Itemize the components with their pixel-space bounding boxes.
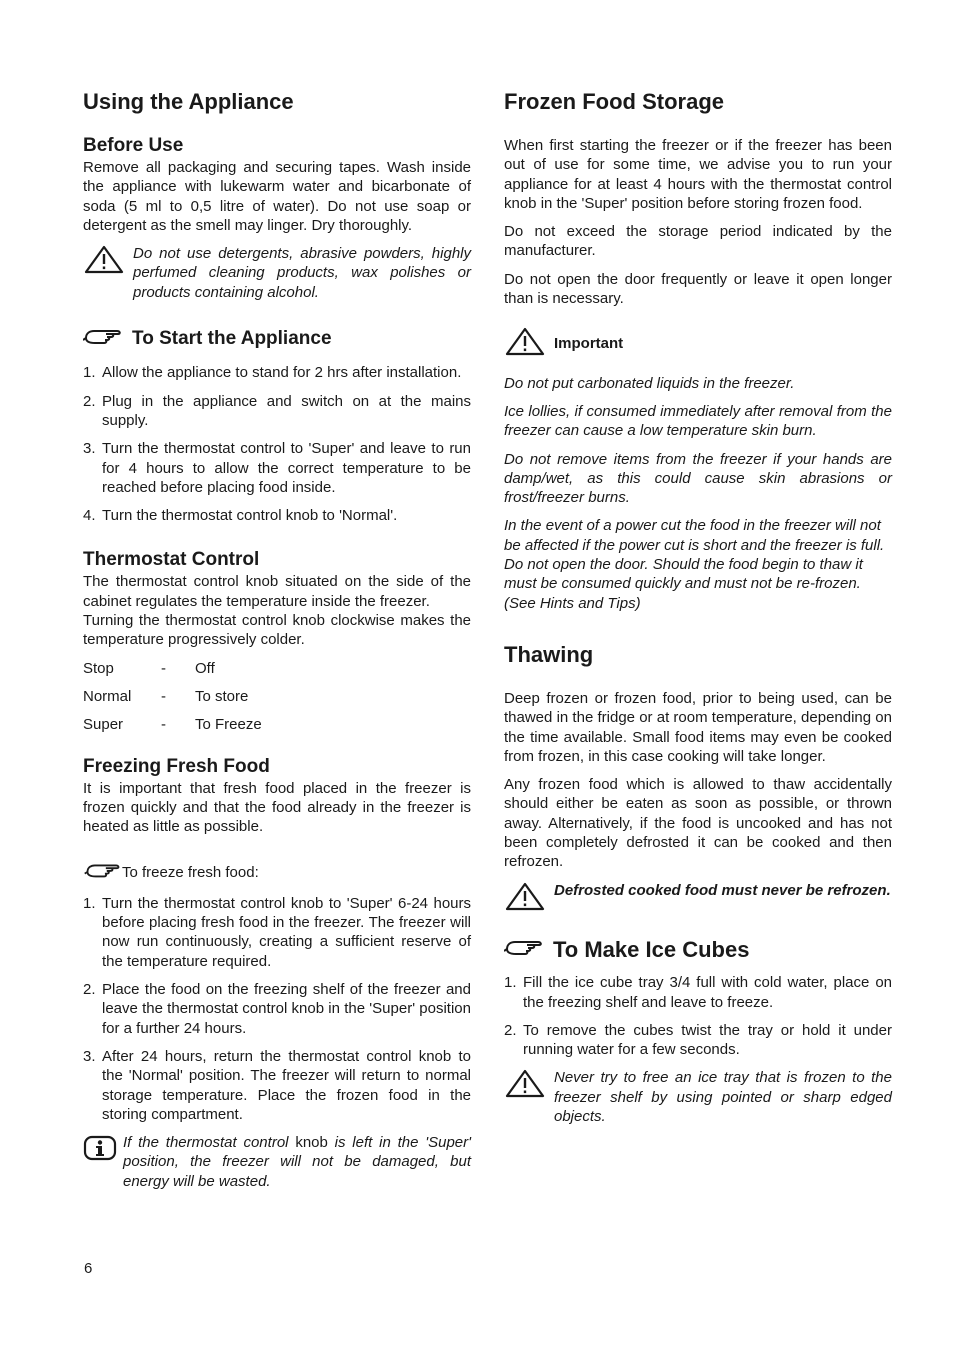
thermostat-text-2: Turning the thermostat control knob clockwise makes the temperature progressively colder. — [83, 612, 471, 649]
list-item: 1. Allow the appliance to stand for 2 hrs after installation. — [83, 364, 462, 382]
ice-heading-row — [504, 934, 892, 965]
heading-thermostat-control: Thermostat Control — [83, 549, 260, 571]
list-item: 4. Turn the thermostat control knob to 'Normal'. — [83, 507, 398, 525]
pointing-hand-icon — [83, 324, 132, 353]
freezing-text: It is important that fresh food placed in the freezer is frozen quickly and that the food already in the freezer is heated as little as possible. — [83, 779, 471, 836]
thawing-text-1: Deep frozen or frozen food, prior to being used, can be thawed in the fridge or at room temperature, depending on the time available. Small food items may even be cooked from frozen, in this case cooking will take longer. — [504, 689, 892, 765]
section-title-thawing: Thawing — [504, 641, 594, 667]
freeze-note-row — [83, 859, 471, 886]
freeze-note-text: To freeze fresh food: — [122, 863, 259, 881]
heading-before-use: Before Use — [83, 135, 184, 156]
list-item: 2. Plug in the appliance and switch on at the mains supply. — [83, 392, 471, 429]
start-heading-row — [83, 324, 471, 353]
section-title-frozen-food-storage: Frozen Food Storage — [504, 89, 724, 114]
freezing-steps-list — [83, 894, 471, 1124]
heading-freezing-fresh-food: Freezing Fresh Food — [83, 755, 270, 777]
important-label-row — [504, 326, 892, 361]
ice-warning-text: Never try to free an ice tray that is frozen to the freezer shelf by using pointed or sharp edged objects. — [554, 1069, 892, 1125]
storage-text-2: Do not exceed the storage period indicated by the manufacturer. — [504, 223, 892, 260]
list-item: 1. Turn the thermostat control knob to 'Super' 6-24 hours before placing fresh food in the freezer. The freezer will now run continuously, creating a sufficient reserve of the temperature required. — [83, 894, 471, 970]
before-use-warning — [83, 244, 471, 302]
section-title-ice-cubes: To Make Ice Cubes — [553, 936, 750, 962]
ice-warning — [504, 1068, 892, 1126]
thermostat-settings-table — [83, 655, 471, 739]
heading-to-start-appliance: To Start the Appliance — [132, 327, 332, 349]
info-text: If the thermostat control knob is left in the 'Super' position, the freezer will not be damaged, but energy will be wasted. — [123, 1134, 472, 1190]
warning-icon — [83, 244, 125, 279]
thermostat-text-1: The thermostat control knob situated on the side of the cabinet regulates the temperature inside the freezer. — [83, 573, 471, 610]
important-text-1: Do not put carbonated liquids in the freezer. — [504, 374, 795, 392]
pointing-hand-icon — [504, 934, 553, 965]
storage-text-1: When first starting the freezer or if the freezer has been out of use for some time, we advise you to run your appliance for at least 4 hours with the thermostat control knob in the 'Super' position before storing frozen food. — [504, 137, 892, 212]
warning-icon — [504, 1068, 546, 1103]
thawing-warning-text: Defrosted cooked food must never be refrozen. — [554, 881, 891, 899]
important-label: Important — [554, 335, 624, 353]
page-number: 6 — [84, 1260, 93, 1277]
list-item: 3. After 24 hours, return the thermostat control knob to the 'Normal' position. The freezer will return to normal storage temperature. Place the frozen food in the storing compartment. — [83, 1047, 471, 1123]
section-title-using-appliance: Using the Appliance — [83, 89, 294, 114]
info-icon — [83, 1135, 117, 1166]
left-column — [83, 88, 471, 1191]
ice-steps-list — [504, 973, 892, 1059]
info-note — [83, 1133, 471, 1191]
list-item: 1. Fill the ice cube tray 3/4 full with cold water, place on the freezing shelf and leave to freeze. — [504, 974, 892, 1011]
before-use-text: Remove all packaging and securing tapes. Wash inside the appliance with lukewarm water and bicarbonate of soda (5 ml to 0,5 litre of water). Do not use soap or detergent as the smell may linger. Dry thoroughly. — [83, 159, 471, 234]
start-steps-list — [83, 363, 471, 525]
table-row: Normal - To store — [83, 687, 249, 705]
right-column — [504, 88, 892, 1126]
warning-icon — [504, 326, 546, 361]
list-item: 3. Turn the thermostat control to 'Super' and leave to run for 4 hours to allow the correct temperature to be reached before placing food inside. — [83, 440, 471, 496]
storage-text-3: Do not open the door frequently or leave it open longer than is necessary. — [504, 270, 892, 308]
warning-icon — [504, 881, 546, 916]
important-text-3: Do not remove items from the freezer if your hands are damp/wet, as this could cause skin abrasions or frost/freezer burns. — [504, 450, 892, 507]
list-item: 2. To remove the cubes twist the tray or hold it under running water for a few seconds. — [504, 1021, 892, 1059]
important-text-4: In the event of a power cut the food in the freezer will not be affected if the power cut is short and the freezer is full. Do not open the door. Should the food begin to thaw it must be consumed quickly and must not be re-frozen. (See Hints and Tips) — [504, 517, 885, 612]
thawing-text-2: Any frozen food which is allowed to thaw accidentally should either be eaten as soon as possible, or thrown away. Alternatively, if the food is uncooked and has not been completely defrosted it can be cooked and then refrozen. — [504, 776, 892, 871]
list-item: 2. Place the food on the freezing shelf of the freezer and leave the thermostat control knob in the 'Super' position for a further 24 hours. — [83, 981, 471, 1037]
table-row: Super - To Freeze — [83, 715, 262, 733]
thawing-warning — [504, 881, 892, 916]
important-text-2: Ice lollies, if consumed immediately after removal from the freezer can cause a low temperature skin burn. — [504, 402, 892, 440]
warning-text: Do not use detergents, abrasive powders, highly perfumed cleaning products, wax polishes or products containing alcohol. — [133, 245, 471, 301]
table-row: Stop - Off — [83, 659, 215, 677]
